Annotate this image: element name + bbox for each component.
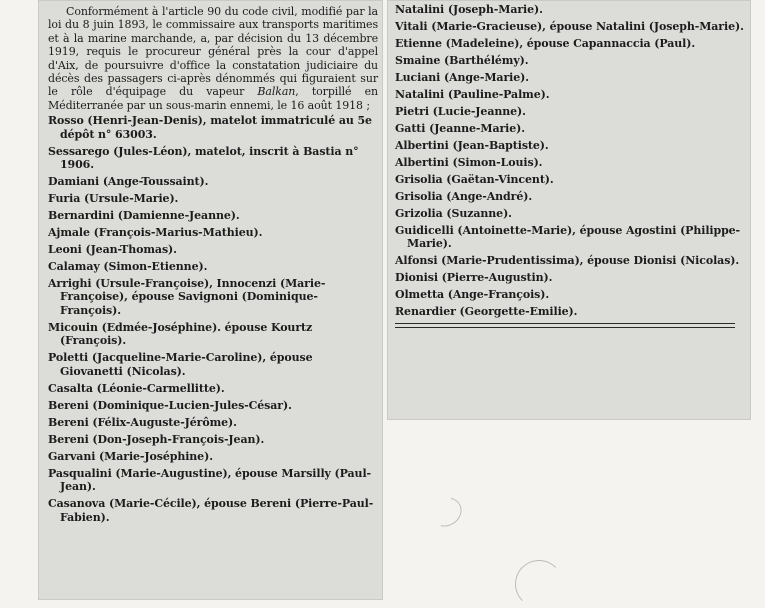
list-item: Rosso (Henri-Jean-Denis), matelot immatriculé au 5e dépôt n° 63003. [48, 114, 372, 141]
list-item: Gatti (Jeanne-Marie). [395, 122, 525, 135]
list-item: Albertini (Jean-Baptiste). [395, 139, 549, 152]
list-item: Poletti (Jacqueline-Marie-Caroline), épouse Giovanetti (Nicolas). [48, 351, 313, 378]
list-item: Natalini (Joseph-Marie). [395, 3, 543, 16]
right-column [395, 3, 745, 328]
pencil-mark [425, 492, 467, 532]
list-item: Leoni (Jean-Thomas). [48, 243, 177, 257]
list-item: Casanova (Marie-Cécile), épouse Bereni (Pierre-Paul-Fabien). [48, 497, 374, 524]
closing-rule-double [395, 327, 735, 328]
list-item: Natalini (Pauline-Palme). [395, 88, 550, 101]
closing-rule [395, 323, 735, 324]
list-item: Smaine (Barthélémy). [395, 54, 529, 67]
ship-name: Balkan [257, 85, 296, 99]
list-item: Bernardini (Damienne-Jeanne). [48, 209, 240, 223]
list-item: Arrighi (Ursule-Françoise), Innocenzi (Marie-Françoise), épouse Savignoni (Dominique-François). [48, 277, 326, 317]
decree-paragraph: Conformément à l'article 90 du code civil, modifié par la loi du 8 juin 1893, le commissaire aux transports maritimes et à la marine marchande, a, par décision du 13 décembre 1919, requis le procureur général près la cour d'appel d'Aix, de poursuivre d'office la constatation judiciaire du décès des passagers ci-après dénommés qui figuraient sur le rôle d'équipage du vapeur Balkan, torpillé en Méditerranée par un sous-marin ennemi, le 16 août 1918 ; [48, 5, 378, 112]
list-item: Bereni (Dominique-Lucien-Jules-César). [48, 398, 292, 412]
list-item: Etienne (Madeleine), épouse Capannaccia (Paul). [395, 37, 696, 50]
list-item: Calamay (Simon-Etienne). [48, 260, 208, 274]
list-item: Olmetta (Ange-François). [395, 288, 550, 302]
newspaper-clipping-right [387, 0, 751, 420]
list-item: Luciani (Ange-Marie). [395, 71, 529, 84]
list-item: Casalta (Léonie-Carmellitte). [48, 381, 225, 395]
list-item: Guidicelli (Antoinette-Marie), épouse Agostini (Philippe-Marie). [395, 224, 741, 251]
list-item: Grizolia (Suzanne). [395, 207, 512, 220]
newspaper-clipping-left [38, 0, 383, 600]
list-item: Pasqualini (Marie-Augustine), épouse Marsilly (Paul-Jean). [48, 466, 372, 494]
right-entries-list [395, 3, 745, 319]
list-item: Grisolia (Gaëtan-Vincent). [395, 173, 554, 186]
list-item: Sessarego (Jules-Léon), matelot, inscrit à Bastia n° 1906. [48, 144, 359, 172]
list-item: Damiani (Ange-Toussaint). [48, 175, 209, 189]
left-entries-list [48, 114, 378, 524]
list-item: Furia (Ursule-Marie). [48, 192, 179, 206]
list-item: Grisolia (Ange-André). [395, 190, 533, 203]
list-item: Alfonsi (Marie-Prudentissima), épouse Dionisi (Nicolas). [395, 254, 740, 268]
list-item: Vitali (Marie-Gracieuse), épouse Natalini (Joseph-Marie). [395, 20, 744, 33]
pencil-mark [515, 560, 563, 608]
list-item: Micouin (Edmée-Joséphine). épouse Kourtz (François). [48, 320, 313, 348]
left-column [48, 5, 378, 528]
list-item: Pietri (Lucie-Jeanne). [395, 105, 526, 118]
list-item: Bereni (Don-Joseph-François-Jean). [48, 432, 265, 446]
list-item: Garvani (Marie-Joséphine). [48, 449, 213, 463]
list-item: Dionisi (Pierre-Augustin). [395, 271, 553, 285]
list-item: Albertini (Simon-Louis). [395, 156, 543, 169]
list-item: Bereni (Félix-Auguste-Jérôme). [48, 415, 237, 429]
list-item: Ajmale (François-Marius-Mathieu). [48, 226, 263, 240]
list-item: Renardier (Georgette-Emilie). [395, 305, 578, 319]
